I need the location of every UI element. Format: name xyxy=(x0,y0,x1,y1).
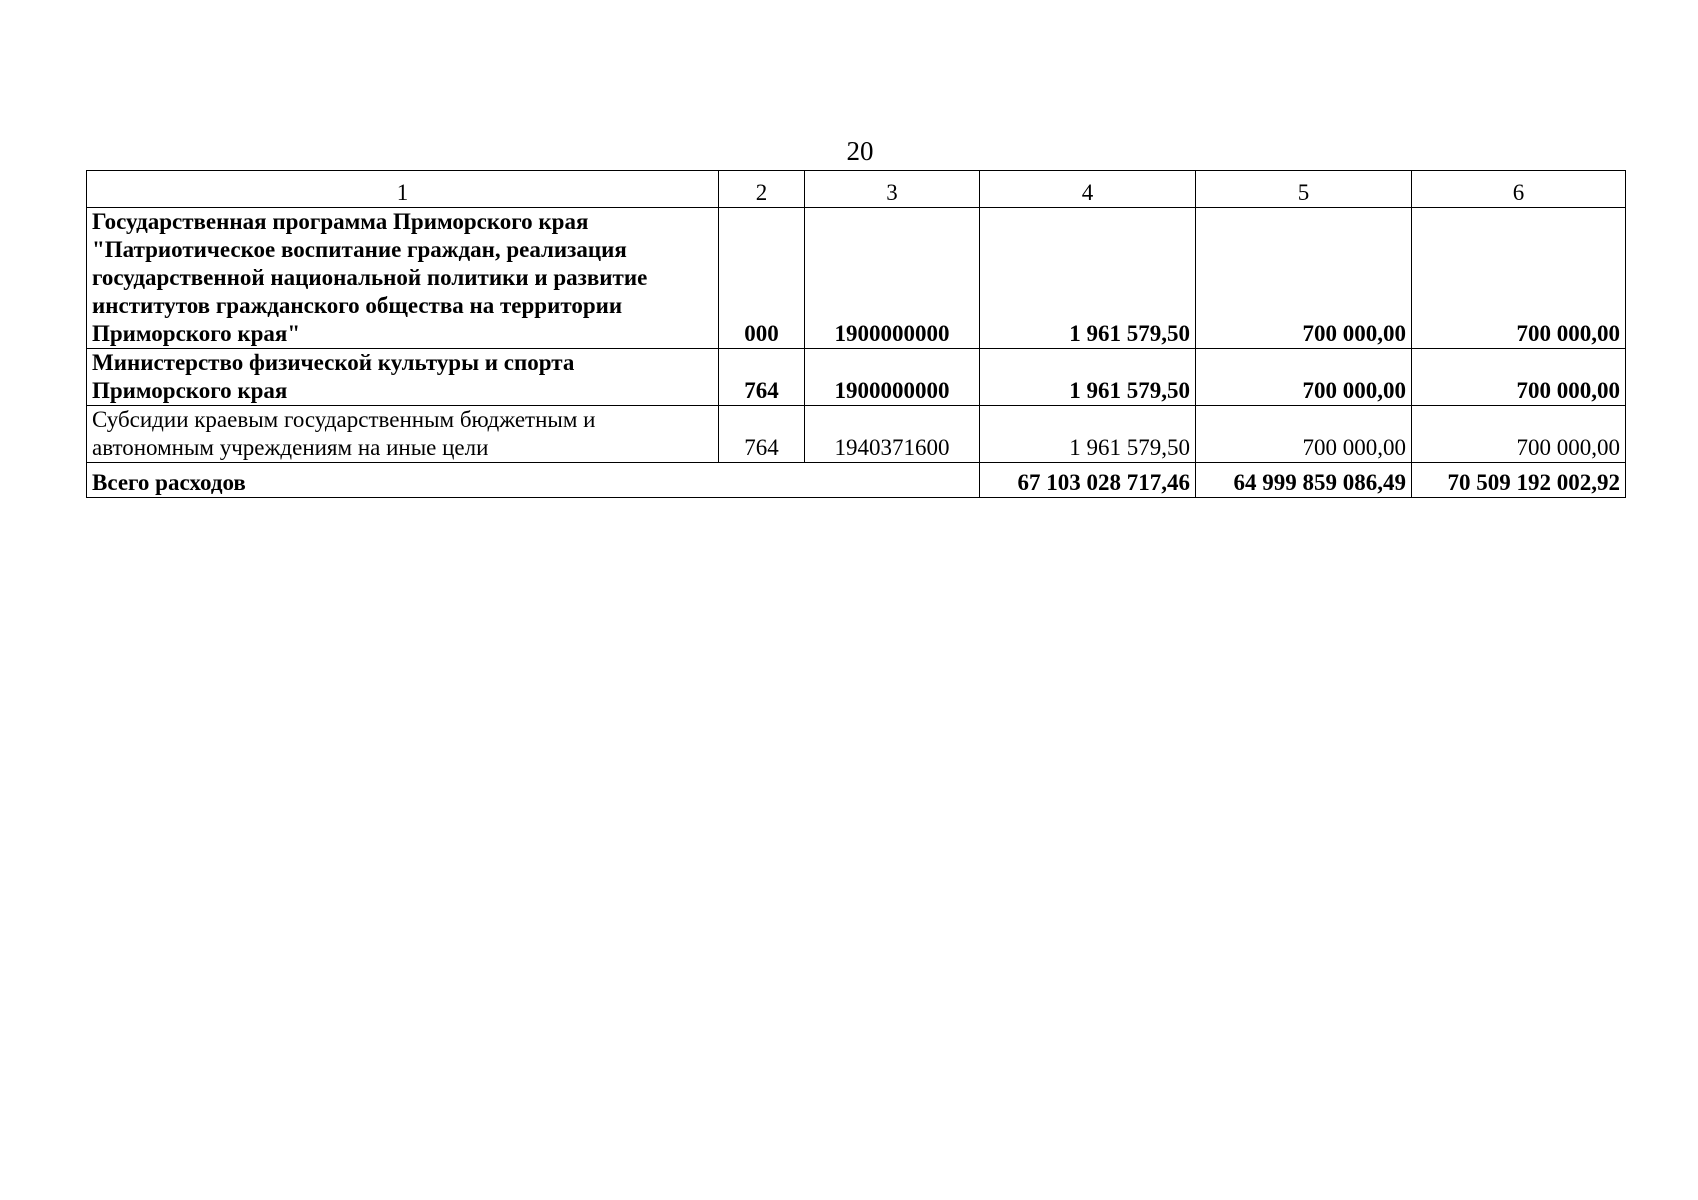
total-label: Всего расходов xyxy=(87,463,980,498)
table-row xyxy=(87,349,1626,406)
row-code-3: 1940371600 xyxy=(805,406,980,463)
row-name: Министерство физической культуры и спорта Приморского края xyxy=(87,349,719,406)
column-header-4: 4 xyxy=(980,171,1196,208)
page-number: 20 xyxy=(846,136,874,166)
row-amount-6: 700 000,00 xyxy=(1412,208,1626,349)
budget-table xyxy=(86,170,1626,498)
table-header-row xyxy=(87,171,1626,208)
row-amount-4: 1 961 579,50 xyxy=(980,406,1196,463)
table-row xyxy=(87,208,1626,349)
column-header-6: 6 xyxy=(1412,171,1626,208)
column-header-3: 3 xyxy=(805,171,980,208)
total-amount-5: 64 999 859 086,49 xyxy=(1196,463,1412,498)
row-amount-6: 700 000,00 xyxy=(1412,406,1626,463)
row-amount-4: 1 961 579,50 xyxy=(980,349,1196,406)
row-code-3: 1900000000 xyxy=(805,349,980,406)
total-row xyxy=(87,463,1626,498)
total-amount-6: 70 509 192 002,92 xyxy=(1412,463,1626,498)
row-code-2: 764 xyxy=(719,349,805,406)
row-amount-5: 700 000,00 xyxy=(1196,406,1412,463)
row-code-3: 1900000000 xyxy=(805,208,980,349)
row-name: Государственная программа Приморского края "Патриотическое воспитание граждан, реализация государственной национальной политики и развитие институтов гражданского общества на территории Приморского края" xyxy=(87,208,719,349)
row-code-2: 764 xyxy=(719,406,805,463)
row-name: Субсидии краевым государственным бюджетным и автономным учреждениям на иные цели xyxy=(87,406,719,463)
column-header-5: 5 xyxy=(1196,171,1412,208)
table-row xyxy=(87,406,1626,463)
row-amount-5: 700 000,00 xyxy=(1196,349,1412,406)
total-amount-4: 67 103 028 717,46 xyxy=(980,463,1196,498)
row-code-2: 000 xyxy=(719,208,805,349)
row-amount-6: 700 000,00 xyxy=(1412,349,1626,406)
column-header-1: 1 xyxy=(87,171,719,208)
column-header-2: 2 xyxy=(719,171,805,208)
row-amount-4: 1 961 579,50 xyxy=(980,208,1196,349)
row-amount-5: 700 000,00 xyxy=(1196,208,1412,349)
